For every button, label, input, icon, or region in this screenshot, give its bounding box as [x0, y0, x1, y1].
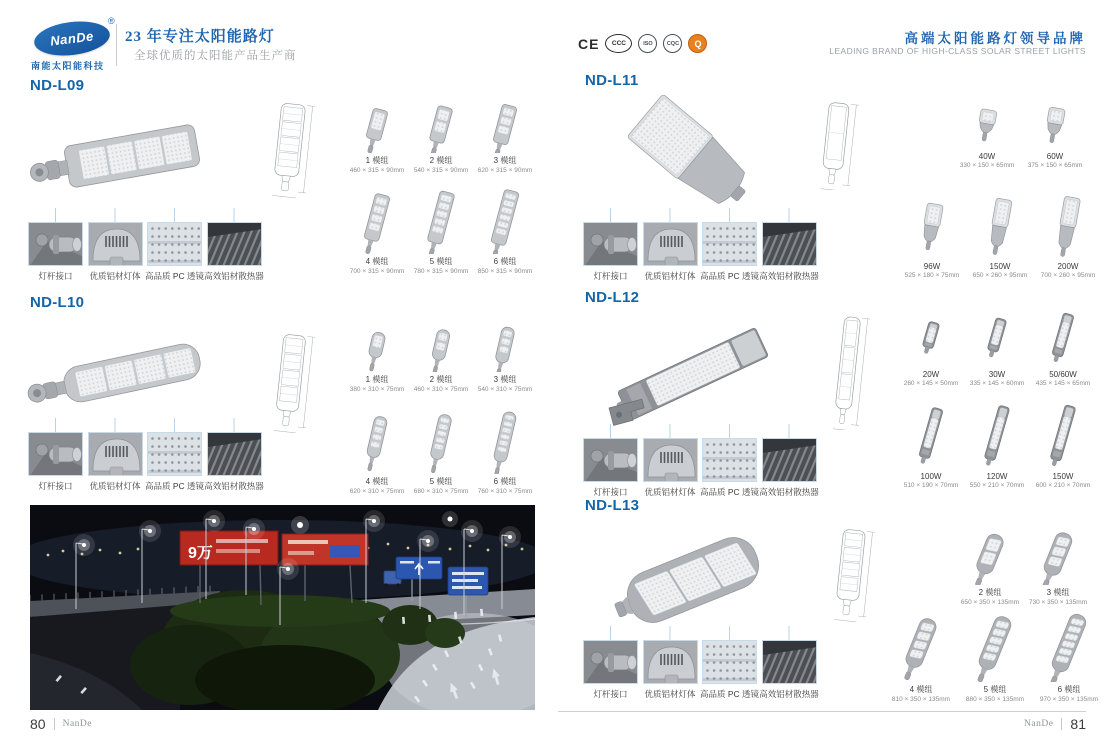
section-title-ndl11: ND-L11 — [585, 72, 639, 89]
pole-connector-photo — [583, 438, 638, 482]
feature-label: 高效铝材散热器 — [759, 271, 819, 281]
product-variant — [474, 96, 536, 174]
variant-label: 6 模组 — [1057, 685, 1081, 694]
street-light-thumbnail — [410, 181, 472, 254]
footer-right — [1024, 716, 1086, 732]
variant-label: 4 模组 — [365, 477, 389, 486]
variant-label: 60W — [1046, 152, 1064, 161]
variant-label: 2 模组 — [429, 156, 453, 165]
street-light-thumbnail — [346, 181, 408, 254]
product-variant — [1024, 523, 1092, 606]
street-light-thumbnail — [346, 400, 408, 474]
street-light-thumbnail — [956, 523, 1024, 585]
cert-cqc-icon: CQC — [663, 34, 682, 53]
feature-label: 灯杆接口 — [593, 689, 628, 699]
variant-label: 20W — [922, 370, 940, 379]
feature-strip — [583, 208, 823, 288]
street-light-thumbnail — [958, 604, 1032, 682]
variant-label: 3 模组 — [1046, 588, 1070, 597]
product-variant — [898, 188, 966, 279]
product-variant — [346, 400, 408, 495]
callout-lines-icon — [583, 424, 823, 438]
svg-text:9万: 9万 — [188, 545, 213, 562]
street-light-thumbnail — [346, 318, 408, 372]
feature-label: 优质铝材灯体 — [644, 271, 696, 281]
feature-strip — [583, 424, 823, 504]
feature-label: 高效铝材散热器 — [759, 689, 819, 699]
variant-dimensions: 650 × 260 × 95mm — [972, 272, 1028, 279]
variant-dimensions: 810 × 350 × 135mm — [891, 696, 951, 703]
callout-lines-icon — [583, 626, 823, 640]
variant-dimensions: 375 × 150 × 65mm — [1027, 162, 1083, 169]
footer-brand-left: NanDe — [62, 719, 92, 729]
variant-label: 2 模组 — [978, 588, 1002, 597]
variant-dimensions: 540 × 310 × 75mm — [477, 386, 533, 393]
variant-dimensions: 335 × 145 × 60mm — [969, 380, 1025, 387]
callout-lines-icon — [28, 418, 268, 432]
left-header-subtitle: 全球优质的太阳能产品生产商 — [134, 50, 297, 62]
footer-left — [30, 716, 92, 732]
feature-label: 灯杆接口 — [38, 271, 73, 281]
product-variant — [346, 96, 408, 174]
pole-connector-photo — [583, 640, 638, 684]
variant-label: 150W — [989, 262, 1011, 271]
variant-label: 5 模组 — [983, 685, 1007, 694]
variant-label: 6 模组 — [493, 257, 517, 266]
product-variant — [958, 604, 1032, 703]
variant-label: 5 模组 — [429, 257, 453, 266]
variant-label: 200W — [1057, 262, 1079, 271]
right-header-title: 高端太阳能路灯领导品牌 — [904, 31, 1086, 46]
cert-iso-icon: ISO — [638, 34, 657, 53]
variant-label: 96W — [923, 262, 941, 271]
variant-dimensions: 330 × 150 × 65mm — [959, 162, 1015, 169]
variant-label: 30W — [988, 370, 1006, 379]
feature-label: 高品质 PC 透镜 — [699, 487, 760, 497]
logo-subtitle: 南能太阳能科技 — [31, 61, 105, 71]
variant-label: 1 模组 — [365, 375, 389, 384]
section-title-ndl12: ND-L12 — [585, 289, 640, 306]
product-variant — [1032, 604, 1106, 703]
street-light-thumbnail — [953, 95, 1021, 150]
product-variant — [1034, 188, 1102, 279]
pole-connector-photo — [28, 432, 83, 476]
product-variant — [953, 95, 1021, 169]
nande-logo — [32, 17, 111, 59]
pc-lens-photo — [147, 222, 202, 266]
variant-label: 4 模组 — [365, 257, 389, 266]
street-light-thumbnail — [474, 400, 536, 474]
variant-label: 100W — [920, 472, 942, 481]
variant-dimensions: 550 × 210 × 70mm — [969, 482, 1025, 489]
variant-dimensions: 435 × 145 × 65mm — [1035, 380, 1091, 387]
feature-label: 高效铝材散热器 — [759, 487, 819, 497]
product-variant — [410, 400, 472, 495]
footer-separator — [1061, 718, 1062, 730]
feature-label: 高效铝材散热器 — [204, 481, 264, 491]
left-header-title: 23 年专注太阳能路灯 — [125, 29, 275, 45]
variant-dimensions: 880 × 350 × 135mm — [965, 696, 1025, 703]
right-header-subtitle: LEADING BRAND OF HIGH-CLASS SOLAR STREET LIGHTS — [829, 46, 1086, 56]
page-number-left: 80 — [30, 716, 46, 732]
variant-dimensions: 780 × 315 × 90mm — [413, 268, 469, 275]
product-variant — [410, 318, 472, 393]
logo-text: NanDe — [49, 28, 95, 49]
pc-lens-photo — [147, 432, 202, 476]
street-light-thumbnail — [410, 318, 472, 372]
variant-label: 4 模组 — [909, 685, 933, 694]
feature-strip — [583, 626, 823, 706]
street-light-thumbnail — [966, 188, 1034, 260]
aluminum-body-photo — [643, 438, 698, 482]
feature-label: 灯杆接口 — [38, 481, 73, 491]
section-title-ndl13: ND-L13 — [585, 497, 640, 514]
heatsink-photo — [207, 432, 262, 476]
feature-label: 高品质 PC 透镜 — [144, 481, 205, 491]
aluminum-body-photo — [643, 640, 698, 684]
product-variant — [964, 396, 1030, 489]
product-render-nd-l09 — [26, 94, 238, 223]
feature-label: 灯杆接口 — [593, 487, 628, 497]
feature-strip — [28, 208, 268, 288]
aluminum-body-photo — [88, 432, 143, 476]
variant-label: 3 模组 — [493, 156, 517, 165]
variant-dimensions: 620 × 315 × 90mm — [477, 167, 533, 174]
variant-dimensions: 700 × 260 × 95mm — [1040, 272, 1096, 279]
street-light-thumbnail — [898, 396, 964, 470]
street-light-thumbnail — [346, 96, 408, 153]
product-variant — [1021, 95, 1089, 169]
product-variant — [898, 396, 964, 489]
feature-label: 优质铝材灯体 — [644, 689, 696, 699]
dimension-drawing — [250, 80, 338, 205]
street-light-thumbnail — [1021, 95, 1089, 150]
variant-dimensions: 730 × 350 × 135mm — [1028, 599, 1088, 606]
feature-label: 高品质 PC 透镜 — [699, 689, 760, 699]
footer-separator — [54, 718, 55, 730]
heatsink-photo — [762, 640, 817, 684]
page-number-right: 81 — [1070, 716, 1086, 732]
feature-label: 优质铝材灯体 — [89, 271, 141, 281]
feature-strip — [28, 418, 268, 498]
variant-dimensions: 650 × 350 × 135mm — [960, 599, 1020, 606]
product-variant — [410, 96, 472, 174]
street-light-thumbnail — [964, 302, 1030, 368]
street-light-thumbnail — [474, 318, 536, 372]
aluminum-body-photo — [643, 222, 698, 266]
cert-quality-icon: Q — [688, 34, 707, 53]
street-light-thumbnail — [1034, 188, 1102, 260]
product-variant — [956, 523, 1024, 606]
aluminum-body-photo — [88, 222, 143, 266]
feature-label: 优质铝材灯体 — [89, 481, 141, 491]
heatsink-photo — [207, 222, 262, 266]
street-light-thumbnail — [474, 181, 536, 254]
product-variant — [474, 181, 536, 275]
variant-label: 1 模组 — [365, 156, 389, 165]
product-variant — [898, 302, 964, 387]
variant-dimensions: 760 × 310 × 75mm — [477, 488, 533, 495]
variant-dimensions: 460 × 315 × 90mm — [349, 167, 405, 174]
variant-label: 2 模组 — [429, 375, 453, 384]
product-variant — [966, 188, 1034, 279]
product-render-nd-l11 — [583, 92, 799, 221]
certification-badges — [578, 34, 707, 53]
street-light-thumbnail — [898, 188, 966, 260]
product-variant — [474, 318, 536, 393]
pc-lens-photo — [702, 222, 757, 266]
registered-mark-icon: ® — [108, 16, 115, 26]
variant-label: 150W — [1052, 472, 1074, 481]
variant-dimensions: 380 × 310 × 75mm — [349, 386, 405, 393]
product-variant — [1030, 302, 1096, 387]
street-light-thumbnail — [410, 400, 472, 474]
variant-label: 50/60W — [1049, 370, 1077, 379]
feature-label: 高品质 PC 透镜 — [699, 271, 760, 281]
street-light-thumbnail — [1024, 523, 1092, 585]
variant-label: 6 模组 — [493, 477, 517, 486]
variant-dimensions: 525 × 180 × 75mm — [904, 272, 960, 279]
dimension-drawing — [818, 296, 886, 435]
street-light-thumbnail — [1030, 302, 1096, 368]
street-light-thumbnail — [1032, 604, 1106, 682]
pc-lens-photo — [702, 438, 757, 482]
dimension-drawing — [806, 82, 874, 195]
feature-label: 优质铝材灯体 — [644, 487, 696, 497]
variant-dimensions: 680 × 310 × 75mm — [413, 488, 469, 495]
variant-label: 40W — [978, 152, 996, 161]
pc-lens-photo — [702, 640, 757, 684]
product-variant — [346, 318, 408, 393]
feature-label: 高品质 PC 透镜 — [144, 271, 205, 281]
street-light-thumbnail — [898, 302, 964, 368]
feature-label: 灯杆接口 — [593, 271, 628, 281]
heatsink-photo — [762, 438, 817, 482]
cert-ce-icon: CE — [578, 35, 600, 52]
variant-label: 120W — [986, 472, 1008, 481]
variant-dimensions: 970 × 350 × 135mm — [1039, 696, 1099, 703]
footer-rule — [558, 711, 1086, 712]
street-light-thumbnail — [1030, 396, 1096, 470]
product-variant — [884, 604, 958, 703]
street-light-thumbnail — [964, 396, 1030, 470]
variant-dimensions: 260 × 145 × 50mm — [903, 380, 959, 387]
variant-dimensions: 700 × 315 × 90mm — [349, 268, 405, 275]
variant-dimensions: 460 × 310 × 75mm — [413, 386, 469, 393]
heatsink-photo — [762, 222, 817, 266]
variant-dimensions: 510 × 190 × 70mm — [903, 482, 959, 489]
street-light-thumbnail — [884, 604, 958, 682]
header-divider — [116, 24, 117, 66]
dimension-drawing — [822, 504, 888, 631]
pole-connector-photo — [28, 222, 83, 266]
night-road-lighting-photo — [30, 505, 535, 710]
footer-brand-right: NanDe — [1024, 719, 1054, 729]
pole-connector-photo — [583, 222, 638, 266]
variant-dimensions: 620 × 310 × 75mm — [349, 488, 405, 495]
variant-label: 3 模组 — [493, 375, 517, 384]
product-variant — [410, 181, 472, 275]
variant-label: 5 模组 — [429, 477, 453, 486]
product-variant — [1030, 396, 1096, 489]
callout-lines-icon — [28, 208, 268, 222]
street-light-thumbnail — [410, 96, 472, 153]
section-title-ndl10: ND-L10 — [30, 294, 85, 311]
product-variant — [474, 400, 536, 495]
product-variant — [346, 181, 408, 275]
variant-dimensions: 540 × 315 × 90mm — [413, 167, 469, 174]
section-title-ndl09: ND-L09 — [30, 77, 85, 94]
variant-dimensions: 600 × 210 × 70mm — [1035, 482, 1091, 489]
feature-label: 高效铝材散热器 — [204, 271, 264, 281]
cert-ccc-icon: CCC — [605, 34, 632, 53]
variant-dimensions: 850 × 315 × 90mm — [477, 268, 533, 275]
street-light-thumbnail — [474, 96, 536, 153]
product-variant — [964, 302, 1030, 387]
callout-lines-icon — [583, 208, 823, 222]
